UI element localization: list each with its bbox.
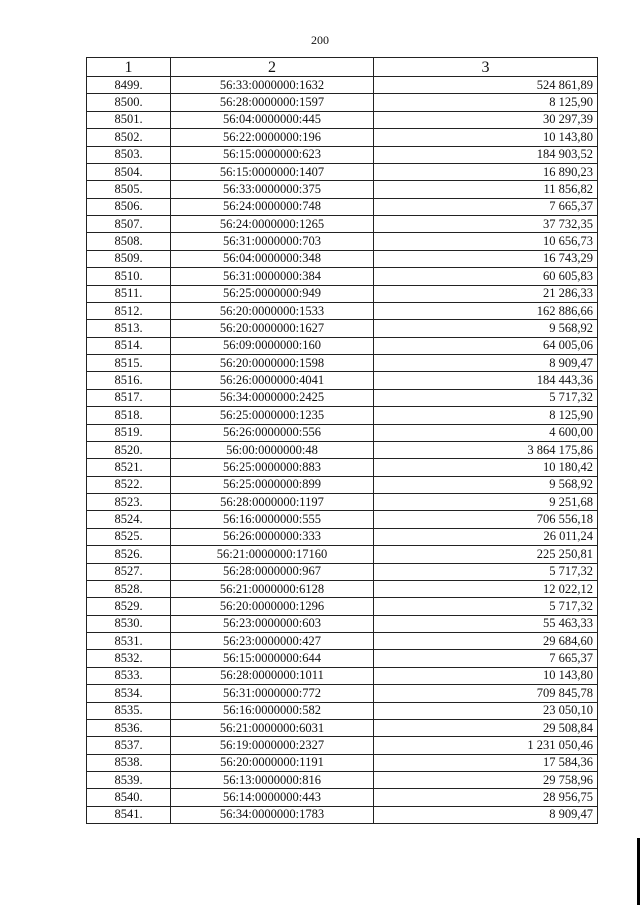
cadastral-number-cell: 56:16:0000000:555 [171,511,374,528]
row-number-cell: 8529. [87,598,171,615]
value-cell: 9 568,92 [374,320,598,337]
row-number-cell: 8526. [87,546,171,563]
cadastral-number-cell: 56:19:0000000:2327 [171,737,374,754]
cadastral-number-cell: 56:31:0000000:703 [171,233,374,250]
cadastral-number-cell: 56:16:0000000:582 [171,702,374,719]
row-number-cell: 8514. [87,337,171,354]
column-header-3: 3 [374,58,598,77]
value-cell: 29 508,84 [374,719,598,736]
row-number-cell: 8531. [87,633,171,650]
table-body [87,77,598,824]
value-cell: 8 909,47 [374,355,598,372]
table-row [87,633,598,650]
table-row [87,424,598,441]
value-cell: 4 600,00 [374,424,598,441]
table-row [87,702,598,719]
row-number-cell: 8507. [87,216,171,233]
table-row [87,772,598,789]
table-row [87,198,598,215]
cadastral-number-cell: 56:26:0000000:556 [171,424,374,441]
row-number-cell: 8536. [87,719,171,736]
table-row [87,754,598,771]
value-cell: 8 909,47 [374,806,598,823]
table-row [87,789,598,806]
row-number-cell: 8530. [87,615,171,632]
value-cell: 7 665,37 [374,198,598,215]
table-row [87,459,598,476]
row-number-cell: 8513. [87,320,171,337]
value-cell: 30 297,39 [374,111,598,128]
row-number-cell: 8510. [87,268,171,285]
value-cell: 11 856,82 [374,181,598,198]
table-row [87,372,598,389]
value-cell: 29 758,96 [374,772,598,789]
row-number-cell: 8500. [87,94,171,111]
row-number-cell: 8528. [87,580,171,597]
cadastral-number-cell: 56:33:0000000:1632 [171,77,374,94]
table-row [87,546,598,563]
cadastral-number-cell: 56:24:0000000:1265 [171,216,374,233]
cadastral-number-cell: 56:28:0000000:1597 [171,94,374,111]
row-number-cell: 8520. [87,441,171,458]
value-cell: 60 605,83 [374,268,598,285]
cadastral-number-cell: 56:24:0000000:748 [171,198,374,215]
row-number-cell: 8508. [87,233,171,250]
cadastral-number-cell: 56:23:0000000:427 [171,633,374,650]
cadastral-number-cell: 56:21:0000000:6031 [171,719,374,736]
value-cell: 5 717,32 [374,598,598,615]
table-row [87,355,598,372]
value-cell: 5 717,32 [374,563,598,580]
cadastral-number-cell: 56:15:0000000:1407 [171,163,374,180]
value-cell: 10 656,73 [374,233,598,250]
cadastral-number-cell: 56:15:0000000:623 [171,146,374,163]
cadastral-number-cell: 56:20:0000000:1296 [171,598,374,615]
table-row [87,268,598,285]
row-number-cell: 8525. [87,528,171,545]
table-row [87,181,598,198]
table-row [87,111,598,128]
table-row [87,598,598,615]
value-cell: 8 125,90 [374,94,598,111]
row-number-cell: 8511. [87,285,171,302]
value-cell: 7 665,37 [374,650,598,667]
value-cell: 8 125,90 [374,407,598,424]
table-row [87,302,598,319]
row-number-cell: 8521. [87,459,171,476]
row-number-cell: 8502. [87,129,171,146]
cadastral-number-cell: 56:20:0000000:1533 [171,302,374,319]
table-row [87,285,598,302]
cadastral-number-cell: 56:25:0000000:883 [171,459,374,476]
value-cell: 709 845,78 [374,685,598,702]
table-row [87,563,598,580]
row-number-cell: 8527. [87,563,171,580]
table-row [87,615,598,632]
value-cell: 1 231 050,46 [374,737,598,754]
cadastral-number-cell: 56:04:0000000:445 [171,111,374,128]
row-number-cell: 8541. [87,806,171,823]
row-number-cell: 8524. [87,511,171,528]
row-number-cell: 8540. [87,789,171,806]
row-number-cell: 8503. [87,146,171,163]
value-cell: 12 022,12 [374,580,598,597]
value-cell: 23 050,10 [374,702,598,719]
cadastral-number-cell: 56:28:0000000:967 [171,563,374,580]
cadastral-number-cell: 56:20:0000000:1191 [171,754,374,771]
table-row [87,250,598,267]
table-row [87,94,598,111]
cadastral-number-cell: 56:31:0000000:384 [171,268,374,285]
value-cell: 162 886,66 [374,302,598,319]
table-row [87,667,598,684]
column-header-1: 1 [87,58,171,77]
cadastral-number-cell: 56:13:0000000:816 [171,772,374,789]
cadastral-number-cell: 56:25:0000000:949 [171,285,374,302]
value-cell: 184 443,36 [374,372,598,389]
row-number-cell: 8537. [87,737,171,754]
header-row [87,58,598,77]
row-number-cell: 8522. [87,476,171,493]
row-number-cell: 8516. [87,372,171,389]
row-number-cell: 8506. [87,198,171,215]
table-header [87,58,598,77]
table-row [87,580,598,597]
table-row [87,685,598,702]
cadastral-number-cell: 56:25:0000000:1235 [171,407,374,424]
cadastral-number-cell: 56:28:0000000:1197 [171,494,374,511]
row-number-cell: 8533. [87,667,171,684]
value-cell: 3 864 175,86 [374,441,598,458]
table-row [87,129,598,146]
table-row [87,441,598,458]
cadastral-number-cell: 56:22:0000000:196 [171,129,374,146]
table-row [87,389,598,406]
value-cell: 21 286,33 [374,285,598,302]
cadastral-number-cell: 56:00:0000000:48 [171,441,374,458]
table-row [87,146,598,163]
row-number-cell: 8535. [87,702,171,719]
value-cell: 524 861,89 [374,77,598,94]
value-cell: 10 180,42 [374,459,598,476]
row-number-cell: 8532. [87,650,171,667]
value-cell: 225 250,81 [374,546,598,563]
row-number-cell: 8518. [87,407,171,424]
table-row [87,719,598,736]
value-cell: 9 251,68 [374,494,598,511]
row-number-cell: 8504. [87,163,171,180]
cadastral-number-cell: 56:26:0000000:333 [171,528,374,545]
value-cell: 10 143,80 [374,667,598,684]
value-cell: 16 743,29 [374,250,598,267]
table-row [87,476,598,493]
cadastral-number-cell: 56:09:0000000:160 [171,337,374,354]
row-number-cell: 8539. [87,772,171,789]
cadastral-number-cell: 56:20:0000000:1598 [171,355,374,372]
row-number-cell: 8509. [87,250,171,267]
row-number-cell: 8534. [87,685,171,702]
cadastral-number-cell: 56:34:0000000:2425 [171,389,374,406]
row-number-cell: 8505. [87,181,171,198]
table-row [87,528,598,545]
row-number-cell: 8523. [87,494,171,511]
cadastral-number-cell: 56:31:0000000:772 [171,685,374,702]
table-row [87,806,598,823]
value-cell: 9 568,92 [374,476,598,493]
value-cell: 10 143,80 [374,129,598,146]
table-row [87,737,598,754]
page-number: 200 [311,33,329,47]
value-cell: 64 005,06 [374,337,598,354]
value-cell: 29 684,60 [374,633,598,650]
value-cell: 16 890,23 [374,163,598,180]
value-cell: 5 717,32 [374,389,598,406]
table-row [87,650,598,667]
cadastral-number-cell: 56:25:0000000:899 [171,476,374,493]
table-row [87,233,598,250]
table-row [87,494,598,511]
data-table [86,57,598,824]
row-number-cell: 8515. [87,355,171,372]
row-number-cell: 8499. [87,77,171,94]
table-row [87,163,598,180]
cadastral-number-cell: 56:14:0000000:443 [171,789,374,806]
table-row [87,511,598,528]
table-row [87,337,598,354]
cadastral-number-cell: 56:04:0000000:348 [171,250,374,267]
value-cell: 37 732,35 [374,216,598,233]
value-cell: 706 556,18 [374,511,598,528]
value-cell: 17 584,36 [374,754,598,771]
table-row [87,77,598,94]
value-cell: 26 011,24 [374,528,598,545]
cadastral-number-cell: 56:33:0000000:375 [171,181,374,198]
row-number-cell: 8517. [87,389,171,406]
cadastral-number-cell: 56:21:0000000:6128 [171,580,374,597]
table-row [87,407,598,424]
row-number-cell: 8501. [87,111,171,128]
table-row [87,216,598,233]
table-row [87,320,598,337]
row-number-cell: 8512. [87,302,171,319]
cadastral-number-cell: 56:28:0000000:1011 [171,667,374,684]
row-number-cell: 8538. [87,754,171,771]
value-cell: 55 463,33 [374,615,598,632]
cadastral-number-cell: 56:26:0000000:4041 [171,372,374,389]
cadastral-number-cell: 56:23:0000000:603 [171,615,374,632]
row-number-cell: 8519. [87,424,171,441]
cadastral-number-cell: 56:20:0000000:1627 [171,320,374,337]
cadastral-number-cell: 56:21:0000000:17160 [171,546,374,563]
cadastral-number-cell: 56:15:0000000:644 [171,650,374,667]
cadastral-number-cell: 56:34:0000000:1783 [171,806,374,823]
column-header-2: 2 [171,58,374,77]
value-cell: 184 903,52 [374,146,598,163]
value-cell: 28 956,75 [374,789,598,806]
